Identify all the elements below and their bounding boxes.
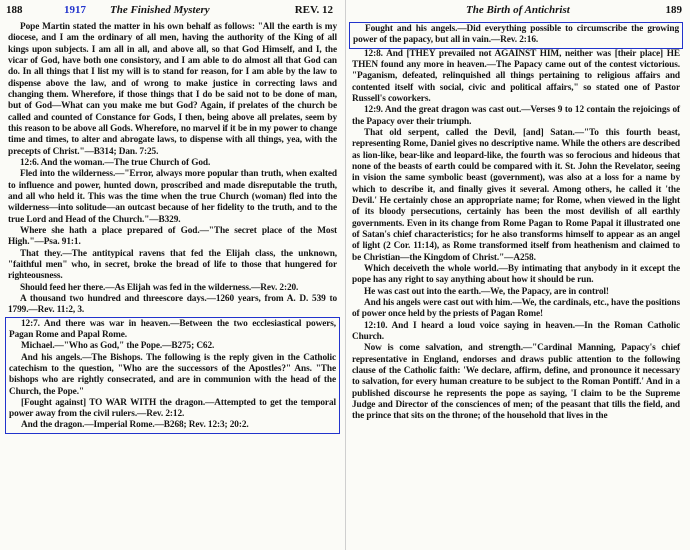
chapter-title: The Birth of Antichrist [466, 4, 570, 16]
paragraph: [Fought against] TO WAR WITH the dragon.—Attempted to get the temporal power away from the civil rulers.—Rev. 2:12. [9, 397, 336, 420]
paragraph: Fought and his angels.—Did everything possible to circumscribe the growing power of the papacy, but all in vain.—Rev. 2:16. [353, 24, 679, 46]
left-page-header [0, 3, 345, 17]
paragraph: Now is come salvation, and strength.—"Cardinal Manning, Papacy's chief representative in England, endorses and draws public attention to the following clause of the Catholic faith: 'We declare, affirm, define, and pronounce it necessary to salvation, for every human creature to be subject to the Roman Pontiff.' And in a published discourse he represents the pope as saying, 'I claim to be the Supreme Judge and Director of the consciences of men; of the peasant that tills the field, and the prince that sits on the throne; of the household that lives in the [352, 343, 680, 422]
paragraph: Michael.—"Who as God," the Pope.—B275; C62. [21, 341, 215, 352]
paragraph: That they.—The antitypical ravens that fed the Elijah class, the unknown, "faithful men" who, in secret, broke the bread of life to those that hungered for righteousness. [8, 248, 337, 282]
right-page [346, 0, 690, 550]
paragraph: And the dragon.—Imperial Rome.—B268; Rev. 12:3; 20:2. [21, 420, 249, 431]
right-page-text [352, 22, 680, 422]
highlight-box [349, 22, 683, 49]
chapter-ref: REV. 12 [294, 4, 333, 16]
paragraph: 12:6. And the woman.—The true Church of God. [20, 157, 211, 168]
left-page-text [8, 22, 337, 434]
paragraph: 12:10. And I heard a loud voice saying in heaven.—In the Roman Catholic Church. [352, 320, 680, 342]
paragraph: And his angels were cast out with him.—We, the cardinals, etc., have the positions of power once held by the priests of Pagan Rome! [352, 297, 680, 320]
page-number: 189 [665, 4, 682, 16]
page-number: 188 [6, 4, 23, 16]
paragraph: Fled into the wilderness.—"Error, always more popular than truth, when exalted to influence and power, hunted down, proscribed and made disreputable the truth, and all who held it. This was the time when the true Church (woman) fled into the wilderness—into solitude—an outcast because of her fidelity to the truth, and to the true Lord and Head of the Church."—B329. [8, 169, 337, 225]
paragraph: 12:8. And [THEY prevailed not AGAINST HIM, neither was [their place] HE THEN found any more in heaven.—The Papacy came out of the contest victorious. "Paganism, defeated, relinquished all things pertaining to religious affairs and contented itself with social, civic and political affairs," so stated one of Pastor Russell's coworkers. [352, 48, 680, 104]
paragraph: 12:7. And there was war in heaven.—Between the two ecclesiastical powers, Pagan Rome and Papal Rome. [9, 318, 336, 340]
paragraph: Should feed her there.—As Elijah was fed in the wilderness.—Rev. 2:20. [20, 282, 299, 293]
paragraph: That old serpent, called the Devil, [and] Satan.—"To this fourth beast, representing Rome, Daniel gives no descriptive name. While the others are described as lion-like, bear-like and leopard-like, the fourth was so ferocious and hideous that none of the beasts of earth could be compared with it. St. John the Revelator, seeing in vision the same symbolic beast (government), was also at a loss for a name by which to describe it, and finally gives it several. Among others, he called it 'the Devil.' He certainly chose an appropriate name; for Rome, when viewed in the light of its bloody persecutions, certainly has been the most devilish of all earthly governments. Even in its change from Rome Pagan to Rome Papal it illustrated one of Satan's chief characteristics; for he also transforms himself to appear as an angel of light (2 Cor. 11:14), as Rome transformed itself from heathenism and claimed to be Christian—the Kingdom of Christ."—A258. [352, 127, 680, 263]
paragraph: Where she hath a place prepared of God.—"The secret place of the Most High."—Psa. 91:1. [8, 225, 337, 248]
paragraph: He was cast out into the earth.—We, the Papacy, are in control! [364, 286, 609, 297]
paragraph: Which deceiveth the whole world.—By intimating that anybody in it except the pope has any right to say anything about how it should be run. [352, 263, 680, 286]
right-page-header [346, 3, 690, 17]
book-title: The Finished Mystery [110, 4, 210, 16]
highlight-box [5, 317, 340, 434]
paragraph: A thousand two hundred and threescore days.—1260 years, from A. D. 539 to 1799.—Rev. 11:2, 3. [8, 293, 337, 316]
year: 1917 [64, 4, 86, 16]
paragraph: Pope Martin stated the matter in his own behalf as follows: "All the earth is my diocese, and I am the ordinary of all men, having the authority of the King of all kings upon subjects. I am all in all, and above all, so that God Himself, and I, the vicar of God, have both one consistory, and I am able to do almost all that God can do. In all things that I list my will is to stand for reason, for I am able by the law to dispense above the law, and of wrong to make justice in correcting laws and changing them. Wherefore, if those things that I do be said not to be done of man, but of God—What can you make me but God? Again, if prelates of the church be called and counted of Constance for Gods, I then, being above all prelates, seem by this reason to be above all Gods. Wherefore, no marvel if it be in my power to change time and times, to alter and abrogate laws, to dispense with all things, yea, with the precepts of Christ."—B314; Dan. 7:25. [8, 22, 337, 157]
paragraph: 12:9. And the great dragon was cast out.—Verses 9 to 12 contain the rejoicings of the Papacy over their triumph. [352, 105, 680, 127]
paragraph: And his angels.—The Bishops. The following is the reply given in the Catholic catechism to the question, "Who are the successors of the Apostles?" Ans. "The bishops who are rightly consecrated, and are in communion with the head of the Church, the Pope." [9, 352, 336, 397]
